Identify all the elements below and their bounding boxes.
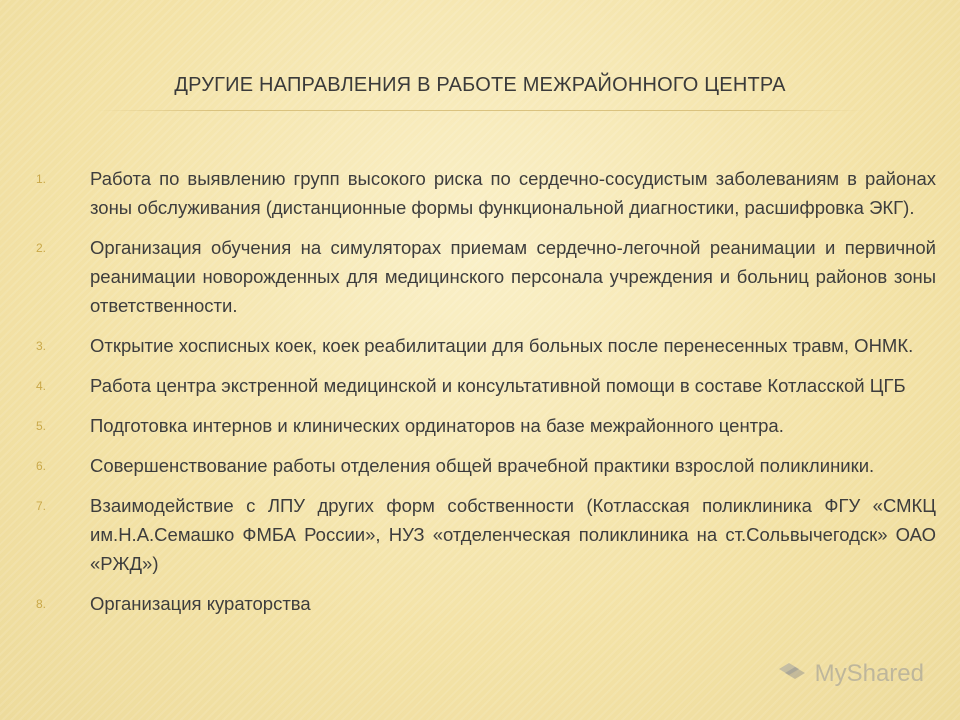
item-number: 4. [36,379,47,393]
slide-title: ДРУГИЕ НАПРАВЛЕНИЯ В РАБОТЕ МЕЖРАЙОННОГО ЦЕНТРА [174,74,786,96]
title-divider [96,110,864,111]
items-list [36,164,936,629]
watermark [775,655,924,692]
item-text: Подготовка интернов и клинических ординаторов на базе межрайонного центра. [90,415,784,436]
item-number: 2. [36,241,47,255]
item-number: 1. [36,172,47,186]
item-text: Работа центра экстренной медицинской и консультативной помощи в составе Котласской ЦГБ [90,375,906,396]
item-number: 3. [36,339,47,353]
item-text: Совершенствование работы отделения общей врачебной практики взрослой поликлиники. [90,455,875,476]
item-number: 5. [36,419,47,433]
list-item [36,491,936,578]
item-text: Открытие хосписных коек, коек реабилитации для больных после перенесенных травм, ОНМК. [90,335,914,356]
item-number: 8. [36,597,47,611]
list-item [36,589,936,618]
item-text: Работа по выявлению групп высокого риска по сердечно-сосудистым заболеваниям в районах зоны обслуживания (дистанционные формы функциональной диагностики, расшифровка ЭКГ). [90,168,936,218]
item-number: 6. [36,459,47,473]
item-text: Организация обучения на симуляторах приемам сердечно-легочной реанимации и первичной реанимации новорожденных для медицинского персонала учреждения и больниц районов зоны ответственности. [90,237,936,316]
watermark-text: MyShared [814,659,924,687]
item-text: Взаимодействие с ЛПУ других форм собственности (Котласская поликлиника ФГУ «СМКЦ им.Н.А.Семашко ФМБА России», НУЗ «отделенческая поликлиника на ст.Сольвычегодск» ОАО «РЖД») [90,495,936,574]
list-item [36,331,936,360]
item-number: 7. [36,499,47,513]
item-text: Организация кураторства [90,593,311,614]
list-item [36,233,936,320]
myshared-logo-icon [775,655,809,692]
list-item [36,371,936,400]
list-item [36,411,936,440]
list-item [36,164,936,222]
list-item [36,451,936,480]
